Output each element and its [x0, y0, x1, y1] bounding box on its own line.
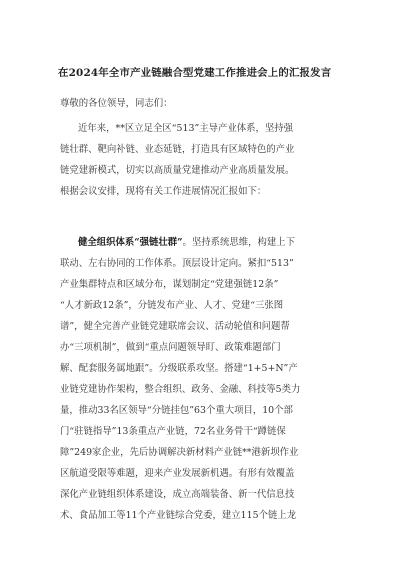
- text-line: 办“三项机制”，做到“重点问题领导盯、政策难题部门: [60, 342, 281, 353]
- text-line: 门“驻链指导”13条重点产业链，72名业务骨干“蹲链保: [60, 426, 286, 437]
- text-line: 产业集群特点和区域分布，谋划制定“党建强链12条”: [60, 279, 279, 290]
- text-line: 联动、左右协同的工作体系。顶层设计定向。紧扣“513”: [60, 258, 294, 269]
- section-heading: 健全组织体系“强链壮群”: [78, 237, 183, 248]
- paragraph-intro: [60, 118, 360, 202]
- text-line: 区航道受限等难题，迎来产业发展新机遇。有形有效覆盖: [60, 468, 295, 479]
- text-line: 量，推动33名区领导“分链挂包”63个重大项目，10个部: [60, 405, 293, 416]
- text-line: 链党建新模式，切实以高质量党建推动产业高质量发展。: [60, 165, 295, 176]
- text-line: 近年来，**区立足全区“513”主导产业体系，坚持强: [78, 123, 293, 134]
- text-span: 。坚持系统思维，构建上下: [182, 237, 296, 248]
- text-line: 解、配套服务属地跟”。分级联系攻坚。搭建“1+5+N”产: [60, 363, 298, 374]
- text-line: 术、食品加工等11个产业链综合党委，建立115个链上龙: [60, 510, 297, 521]
- text-line: 障”249家企业，先后协调解决新材料产业链**港新坝作业: [60, 447, 299, 458]
- paragraph-organization: [60, 232, 360, 526]
- text-line: [60, 232, 360, 253]
- text-line: 谱”，健全完善产业链党建联席会议、活动轮值和问题帮: [60, 321, 290, 332]
- text-line: 根据会议安排，现将有关工作进展情况汇报如下：: [60, 186, 267, 197]
- text-line: 业链党建协作架构，整合组织、政务、金融、科技等5类力: [60, 384, 301, 395]
- text-line: “人才新政12条”，分链发布产业、人才、党建“三张图: [60, 300, 284, 311]
- text-line: 深化产业链组织体系建设，成立高端装备、新一代信息技: [60, 489, 295, 500]
- greeting: 尊敬的各位领导，同志们：: [60, 98, 173, 109]
- text-line: 链壮群、靶向补链、业态延链，打造具有区域特色的产业: [60, 144, 295, 155]
- document-title: 在2024年全市产业链融合型党建工作推进会上的汇报发言: [58, 67, 332, 79]
